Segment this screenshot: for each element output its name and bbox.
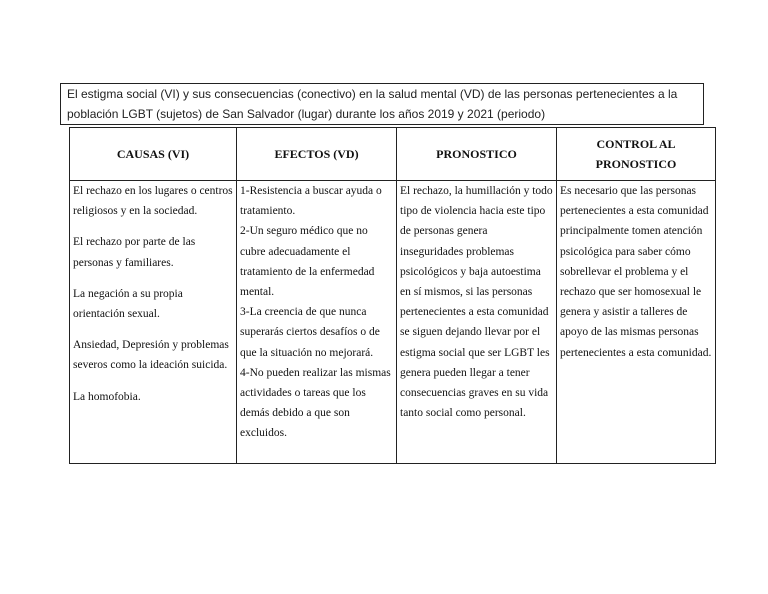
cell-causas [70, 181, 237, 464]
causa-item: La negación a su propia orientación sexual. [73, 287, 183, 321]
header-efectos: EFECTOS (VD) [237, 128, 397, 181]
causa-item: La homofobia. [73, 390, 141, 403]
title-line-1: El estigma social (VI) y sus consecuencias (conectivo) en la salud mental (VD) de las personas pertenecientes a la [67, 87, 678, 101]
efecto-item: 4-No pueden realizar las mismas actividades o tareas que los demás debido a que son excluidos. [240, 366, 391, 440]
cell-pronostico: El rechazo, la humillación y todo tipo de violencia hacia este tipo de personas genera inseguridades problemas psicológicos y baja autoestima en sí mismos, si las personas pertenecientes a esta comunidad se siguen dejando llevar por el estigma social que ser LGBT les genera pueden llegar a tener consecuencias graves en su vida tanto social como personal. [397, 181, 557, 464]
analysis-table [69, 127, 716, 464]
table-header-row [70, 128, 716, 181]
causa-item: Ansiedad, Depresión y problemas severos como la ideación suicida. [73, 339, 229, 372]
header-pronostico: PRONOSTICO [397, 128, 557, 181]
document-title [60, 83, 704, 125]
efecto-item: 1-Resistencia a buscar ayuda o tratamiento. [240, 185, 382, 218]
efecto-item: 2-Un seguro médico que no cubre adecuadamente el tratamiento de la enfermedad mental. [240, 225, 375, 299]
causa-item: El rechazo por parte de las personas y familiares. [73, 236, 196, 269]
efecto-item: 3-La creencia de que nunca superarás ciertos desafíos o de que la situación no mejorará. [240, 306, 380, 359]
causa-item: El rechazo en los lugares o centros religiosos y en la sociedad. [73, 185, 233, 218]
header-control: CONTROL AL PRONOSTICO [557, 128, 716, 181]
header-causas: CAUSAS (VI) [70, 128, 237, 181]
cell-control: Es necesario que las personas pertenecientes a esta comunidad principalmente tomen atención psicológica para saber cómo sobrellevar el problema y el rechazo que ser homosexual le genera y asistir a talleres de apoyo de las mismas personas pertenecientes a esta comunidad. [557, 181, 716, 464]
table-row [70, 181, 716, 464]
title-line-2: población LGBT (sujetos) de San Salvador (lugar) durante los años 2019 y 2021 (periodo) [67, 107, 546, 121]
cell-efectos [237, 181, 397, 464]
